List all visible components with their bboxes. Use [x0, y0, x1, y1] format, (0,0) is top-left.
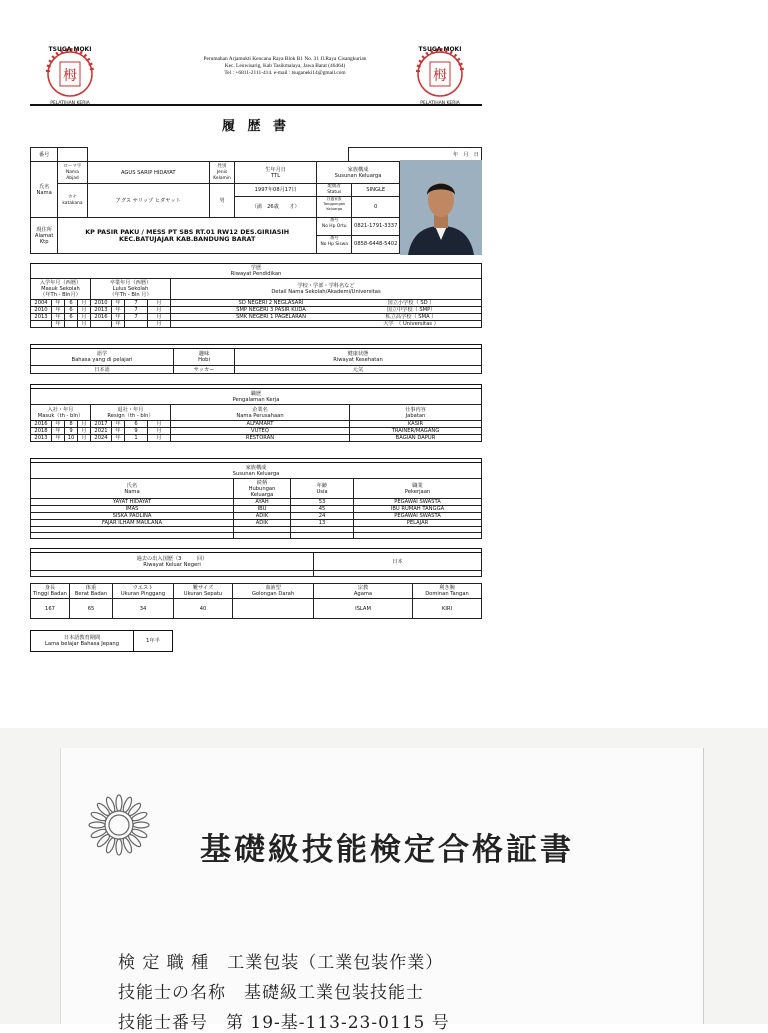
address-line-2: Kec. Leuwisarig, Kab Tasikmalaya, Jawa Barat (46464)	[224, 63, 346, 69]
emblem-petal	[105, 796, 117, 813]
education-title: 学歴 Riwayat Pendidikan	[31, 264, 482, 279]
year-char: 年	[52, 307, 65, 314]
work-table	[30, 384, 482, 442]
romaji-label: ローマ字 Nama Abjad	[58, 162, 87, 184]
work-in-month: 9	[65, 428, 78, 435]
edu-grad-month	[125, 321, 148, 328]
emblem-petal	[131, 828, 148, 840]
parent-phone-label: 番号 No Hp Ortu	[317, 218, 351, 236]
certificate-line-1: 検 定 職 種 工業包装（工業包装作業）	[118, 953, 444, 973]
work-out-month: 1	[125, 435, 148, 442]
edu-enter-year: 2010	[31, 307, 52, 314]
year-char: 年	[52, 321, 65, 328]
student-phone-value: 0858-6448-5402	[354, 241, 398, 247]
health-value: 元気	[235, 366, 482, 374]
address-line-1: Perumahan Arjamukti Kencana Raya Blok B1 No. 31 Jl.Raya Cisangkurian	[203, 56, 367, 62]
work-in-year: 2013	[31, 435, 52, 442]
romaji-value: AGUS SARIP HIDAYAT	[87, 162, 209, 184]
header-address	[120, 56, 450, 77]
emblem-petal	[96, 802, 112, 818]
emblem-petal	[127, 802, 143, 818]
emblem-petal	[90, 828, 107, 840]
family-label: 家族構成 Susunan Keluarga	[317, 162, 400, 184]
header-rule	[30, 104, 482, 106]
blood-label: 血液型 Golongan Darah	[233, 584, 314, 599]
year-char: 年	[112, 421, 125, 428]
edu-enter-year: 2013	[31, 314, 52, 321]
weight-value: 65	[70, 599, 113, 619]
lang-label: 語学 Bahasa yang di pelajari	[31, 349, 174, 366]
height-label: 身長 Tinggi Badan	[31, 584, 70, 599]
personal-table	[30, 147, 400, 254]
year-char: 年	[112, 428, 125, 435]
address-label: 現住所 Alamat Ktp	[31, 218, 58, 254]
work-out-month: 9	[125, 428, 148, 435]
family-job: IBU RUMAH TANGGA	[354, 506, 482, 513]
month-char: 月	[148, 428, 171, 435]
gender-label: 性別 Jenis Kelamin	[209, 162, 234, 184]
family-row	[31, 513, 482, 520]
address-value: KP PASIR PAKU / MESS PT SBS RT.01 RW12 DES.GIRIASIH KEC.BATUJAJAR KAB.BANDUNG BARAT	[58, 218, 317, 254]
month-char: 月	[78, 300, 91, 307]
hand-value: KIRI	[413, 599, 482, 619]
family-age: 53	[291, 499, 354, 506]
year-char: 年	[112, 435, 125, 442]
edu-col-grad: 卒業年月（西暦） Lulus Sekolah （年Th - Bln 月）	[91, 279, 171, 300]
family-row	[31, 499, 482, 506]
edu-enter-month: 6	[65, 307, 78, 314]
age-value: （満 26歳 才）	[251, 204, 300, 210]
religion-label: 宗教 Agama	[314, 584, 413, 599]
weight-label: 体重 Berat Badan	[70, 584, 113, 599]
blood-value	[233, 599, 314, 619]
month-char: 月	[78, 307, 91, 314]
chrysanthemum-emblem-icon	[84, 790, 154, 860]
work-row	[31, 421, 482, 428]
month-char: 月	[148, 435, 171, 442]
work-row	[31, 435, 482, 442]
emblem-petal	[90, 811, 107, 823]
work-job: TRAINER/MAGANG	[350, 428, 482, 435]
family-job: PEGAWAI SWASTA	[354, 513, 482, 520]
year-char: 年	[52, 300, 65, 307]
edu-col-detail: 学校・学部・学科名など Detail Nama Sekolah/Akademi/Universitas	[171, 279, 482, 300]
family-job: PELAJAR	[354, 520, 482, 527]
language-table	[30, 344, 482, 374]
num-label: 番号	[31, 148, 58, 162]
work-company: VUTEQ	[171, 428, 350, 435]
edu-enter-year	[31, 321, 52, 328]
edu-school-type: 国立小学校（ SD ）	[387, 300, 435, 306]
edu-school-name: SMK NEGERI 1 PAGELARAN	[236, 314, 306, 320]
student-phone-label: 番号 No Hp Siswa	[320, 236, 348, 247]
edu-school	[171, 307, 482, 314]
name-label: 氏名 Nama	[31, 162, 58, 218]
body-table	[30, 583, 482, 619]
emblem-petal	[131, 811, 148, 823]
family-age: 13	[291, 520, 354, 527]
fam-col-name: 氏名 Nama	[31, 479, 234, 499]
work-row	[31, 428, 482, 435]
edu-school-type: 国立中学校（ SMP）	[386, 307, 436, 313]
month-char: 月	[148, 307, 171, 314]
certificate-line-3: 技能士番号 第 19-基-113-23-0115 号	[118, 1013, 450, 1033]
kana-value: アグス サリップ ヒダヤット	[87, 184, 209, 218]
birth-value: 1997年08月17日	[235, 184, 316, 197]
work-col-out: 退社・年月 Resign（th - bln）	[91, 405, 171, 421]
edu-school	[171, 314, 482, 321]
shoe-label: 靴サイズ Ukuran Sepatu	[174, 584, 233, 599]
religion-value: ISLAM	[314, 599, 413, 619]
family-age: 45	[291, 506, 354, 513]
svg-text:PELATIHAN KERJA: PELATIHAN KERJA	[420, 101, 460, 106]
emblem-petal	[89, 822, 105, 828]
family-row	[31, 520, 482, 527]
certificate-title: 基礎級技能検定合格証書	[200, 832, 574, 868]
year-char: 年	[112, 314, 125, 321]
certificate-line-2: 技能士の名称 基礎級工業包装技能士	[118, 983, 424, 1003]
kana-label: カナ katakana	[58, 184, 87, 218]
year-char: 年	[112, 307, 125, 314]
edu-enter-month	[65, 321, 78, 328]
family-name: YAYAT HIDAYAT	[31, 499, 234, 506]
education-row	[31, 307, 482, 314]
work-company: ALFAMART	[171, 421, 350, 428]
month-char: 月	[148, 321, 171, 328]
dependents-label: 扶養家族 Tanggungan Keluarga	[323, 197, 346, 211]
month-char: 月	[78, 435, 91, 442]
parent-phone-value: 0821-1791-3337	[352, 218, 399, 236]
edu-enter-year: 2004	[31, 300, 52, 307]
work-out-month: 6	[125, 421, 148, 428]
month-char: 月	[78, 428, 91, 435]
work-col-job: 仕事内容 Jabatan	[350, 405, 482, 421]
jp-study-value: 1年半	[134, 631, 173, 652]
family-job: PEGAWAI SWASTA	[354, 499, 482, 506]
family-relation: ADIK	[234, 513, 291, 520]
edu-grad-year: 2016	[91, 314, 112, 321]
work-out-year: 2024	[91, 435, 112, 442]
svg-text:栂: 栂	[63, 68, 77, 84]
status-label: 配偶者 Status	[317, 184, 351, 197]
shoe-value: 40	[174, 599, 233, 619]
edu-school	[171, 300, 482, 307]
month-char: 月	[148, 421, 171, 428]
work-in-month: 10	[65, 435, 78, 442]
hobby-value: サッカー	[174, 366, 235, 374]
jp-study-table	[30, 630, 173, 652]
education-row	[31, 321, 482, 328]
edu-grad-year	[91, 321, 112, 328]
family-title: 家族構成 Susunan Keluarga	[31, 463, 482, 479]
family-relation: IBU	[234, 506, 291, 513]
edu-school-name: SMP NEGERI 3 PASIR KUDA	[236, 307, 306, 313]
family-table	[30, 458, 482, 539]
edu-enter-month: 6	[65, 300, 78, 307]
year-char: 年	[52, 428, 65, 435]
year-char: 年	[52, 435, 65, 442]
month-char: 月	[78, 421, 91, 428]
work-out-year: 2021	[91, 428, 112, 435]
abroad-table	[30, 548, 482, 577]
month-char: 月	[148, 314, 171, 321]
work-company: RESTORAN	[171, 435, 350, 442]
edu-grad-year: 2013	[91, 307, 112, 314]
dependents-value: 0	[374, 204, 378, 210]
edu-school	[171, 321, 482, 328]
abroad-label: 過去の出入国歴（3 回） Riwayat Keluar Negeri	[31, 553, 314, 571]
family-name: IMAS	[31, 506, 234, 513]
edu-col-enter: 入学年月（西暦） Masuk Sekolah （年Th - Bln月）	[31, 279, 91, 300]
edu-grad-month: 7	[125, 314, 148, 321]
work-job: KASIR	[350, 421, 482, 428]
status-value: SINGLE	[352, 184, 399, 197]
family-age: 24	[291, 513, 354, 520]
emblem-petal	[116, 795, 122, 811]
height-value: 167	[31, 599, 70, 619]
jp-study-label: 日本語教育期間 Lama belajar Bahasa Jepang	[31, 631, 134, 652]
work-out-year: 2017	[91, 421, 112, 428]
svg-text:栂: 栂	[433, 68, 447, 84]
birth-label: 生年月日 TTL	[235, 162, 317, 184]
edu-school-type: 大学 （ Universitas ）	[383, 321, 439, 327]
education-row	[31, 300, 482, 307]
edu-school-name: SD NEGERI 2 NEGLASARI	[238, 300, 304, 306]
edu-grad-month: 7	[125, 300, 148, 307]
work-col-company: 企業名 Nama Perusahaan	[171, 405, 350, 421]
emblem-petal	[127, 833, 143, 849]
edu-enter-month: 6	[65, 314, 78, 321]
work-job: BAGIAN DAPUR	[350, 435, 482, 442]
edu-grad-month: 7	[125, 307, 148, 314]
emblem-petal	[122, 796, 134, 813]
month-char: 月	[78, 314, 91, 321]
work-col-in: 入社・年月 Masuk（th - bln）	[31, 405, 91, 421]
fam-col-age: 年齢 Usia	[291, 479, 354, 499]
gender-value: 男	[209, 184, 234, 218]
photo-image	[400, 160, 482, 255]
fam-col-job: 職業 Pekerjaan	[354, 479, 482, 499]
family-name: SISKA PAOLINA	[31, 513, 234, 520]
work-title: 職歴 Pengalaman Kerja	[31, 389, 482, 405]
emblem-petal	[116, 839, 122, 855]
waist-value: 34	[113, 599, 174, 619]
hobby-label: 趣味 Hobi	[174, 349, 235, 366]
emblem-petal	[105, 837, 117, 854]
family-relation: AYAH	[234, 499, 291, 506]
emblem-petal	[96, 833, 112, 849]
year-char: 年	[112, 321, 125, 328]
emblem-petal	[122, 837, 134, 854]
emblem-petal	[133, 822, 149, 828]
family-name: FAJAR ILHAM MAULANA	[31, 520, 234, 527]
family-row	[31, 506, 482, 513]
health-label: 健康状態 Riwayat Kesehatan	[235, 349, 482, 366]
year-char: 年	[112, 300, 125, 307]
work-in-year: 2018	[31, 428, 52, 435]
lang-value: 日本語	[31, 366, 174, 374]
education-table	[30, 263, 482, 328]
svg-text:TSUGA MOKI: TSUGA MOKI	[48, 46, 92, 53]
year-char: 年	[52, 421, 65, 428]
work-in-year: 2016	[31, 421, 52, 428]
fam-col-relation: 続柄 Hubungan Keluarga	[234, 479, 291, 499]
work-in-month: 8	[65, 421, 78, 428]
abroad-value: 日本	[314, 553, 482, 571]
edu-grad-year: 2010	[91, 300, 112, 307]
svg-text:TSUGA MOKI: TSUGA MOKI	[418, 46, 462, 53]
document-title: 履 歴 書	[221, 119, 291, 134]
date-cell: 年 月 日	[348, 147, 482, 161]
hand-label: 利き腕 Dominan Tangan	[413, 584, 482, 599]
school-logo-left	[38, 42, 102, 106]
family-relation: ADIK	[234, 520, 291, 527]
month-char: 月	[78, 321, 91, 328]
address-line-3: Tel : +6811-2111-414. e-mail : tsuganeki14@gmail.com	[224, 70, 346, 76]
svg-text:PELATIHAN KERJA: PELATIHAN KERJA	[50, 101, 90, 106]
year-char: 年	[52, 314, 65, 321]
month-char: 月	[148, 300, 171, 307]
edu-school-type: 私立高学校（ SMA ）	[385, 314, 437, 320]
applicant-photo	[400, 160, 482, 255]
waist-label: ウエスト Ukuran Pinggang	[113, 584, 174, 599]
education-row	[31, 314, 482, 321]
